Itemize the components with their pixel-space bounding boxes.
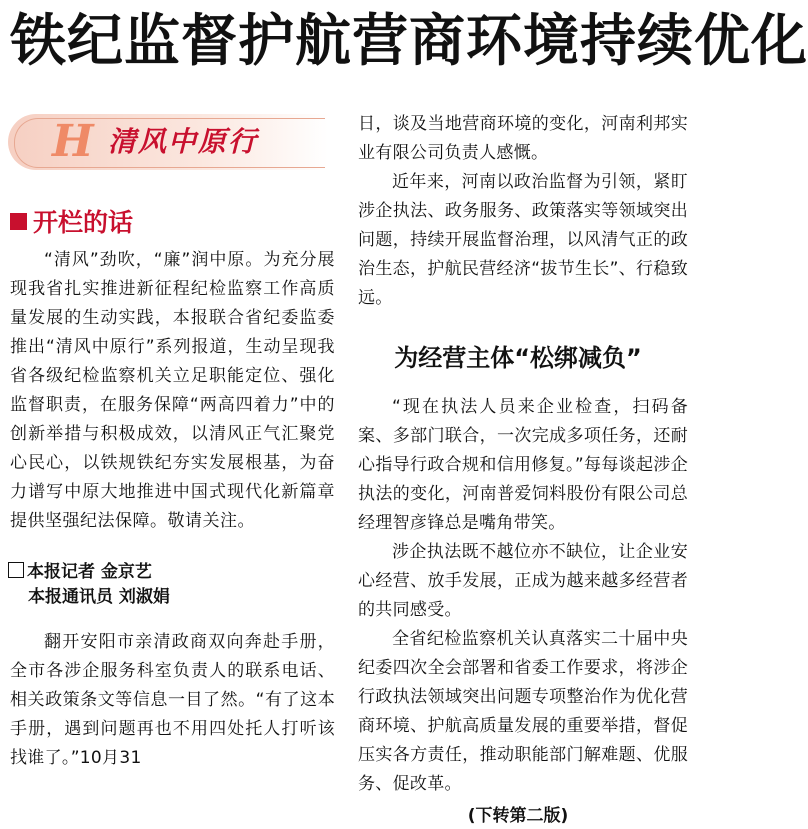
right-paragraph-1: 日，谈及当地营商环境的变化，河南利邦实业有限公司负责人感慨。 [358, 114, 688, 163]
section-header [10, 204, 345, 238]
column-banner [8, 110, 328, 174]
right-bottom-body [358, 393, 688, 799]
left-paragraph: 翻开安阳市亲清政商双向奔赴手册，全市各涉企服务科室负责人的联系电话、相关政策条文等信息一目了然。“有了这本手册，遇到问题再也不用四处托人打听该找谁了。”10月31 [10, 632, 335, 768]
square-box-icon [8, 562, 24, 578]
byline [8, 560, 345, 610]
headline: 铁纪监督护航营商环境持续优化 [10, 9, 808, 74]
right-paragraph-3: “现在执法人员来企业检查，扫码备案、多部门联合，一次完成多项任务，还耐心指导行政合规和信用修复。”每每谈起涉企执法的变化，河南普爱饲料股份有限公司总经理智彦锋总是嘴角带笑。 [358, 397, 688, 533]
left-body [10, 628, 335, 773]
byline-correspondent: 本报通讯员 刘淑娟 [28, 587, 170, 607]
red-square-icon [10, 213, 27, 230]
subheading: 为经营主体“松绑减负” [394, 344, 642, 372]
section-title: 开栏的话 [33, 208, 134, 237]
byline-correspondent-line [8, 585, 345, 610]
right-paragraph-4: 涉企执法既不越位亦不缺位，让企业安心经营、放手发展，正成为越来越多经营者的共同感受。 [358, 542, 688, 620]
intro-text: “清风”劲吹，“廉”润中原。为充分展现我省扎实推进新征程纪检监察工作高质量发展的生动实践，本报联合省纪委监委推出“清风中原行”系列报道，生动呈现我省各级纪检监察机关立足职能定位、强化监督职责，在服务保障“两高四着力”中的创新举措与积极成效，以清风正气汇聚党心民心，以铁规铁纪夯实发展根基，为奋力谱写中原大地推进中国式现代化新篇章提供坚强纪法保障。敬请关注。 [10, 250, 335, 531]
right-paragraph-5: 全省纪检监察机关认真落实二十届中央纪委四次全会部署和省委工作要求，将涉企行政执法领域突出问题专项整治作为优化营商环境、护航高质量发展的重要举措，督促压实各方责任，推动职能部门解难题、优服务、促改革。 [358, 629, 688, 794]
right-paragraph-2: 近年来，河南以政治监督为引领，紧盯涉企执法、政务服务、政策落实等领域突出问题，持续开展监督治理，以风清气正的政治生态，护航民营经济“拔节生长”、行稳致远。 [358, 172, 688, 308]
banner-letter-h: H [52, 116, 94, 167]
right-top-body [358, 110, 688, 313]
banner-title: 清风中原行 [108, 125, 259, 158]
continued-note: (下转第二版) [467, 806, 569, 826]
byline-reporter: 本报记者 金京艺 [27, 562, 152, 582]
left-column [0, 110, 345, 773]
right-column [350, 110, 686, 829]
byline-reporter-line [8, 560, 345, 585]
